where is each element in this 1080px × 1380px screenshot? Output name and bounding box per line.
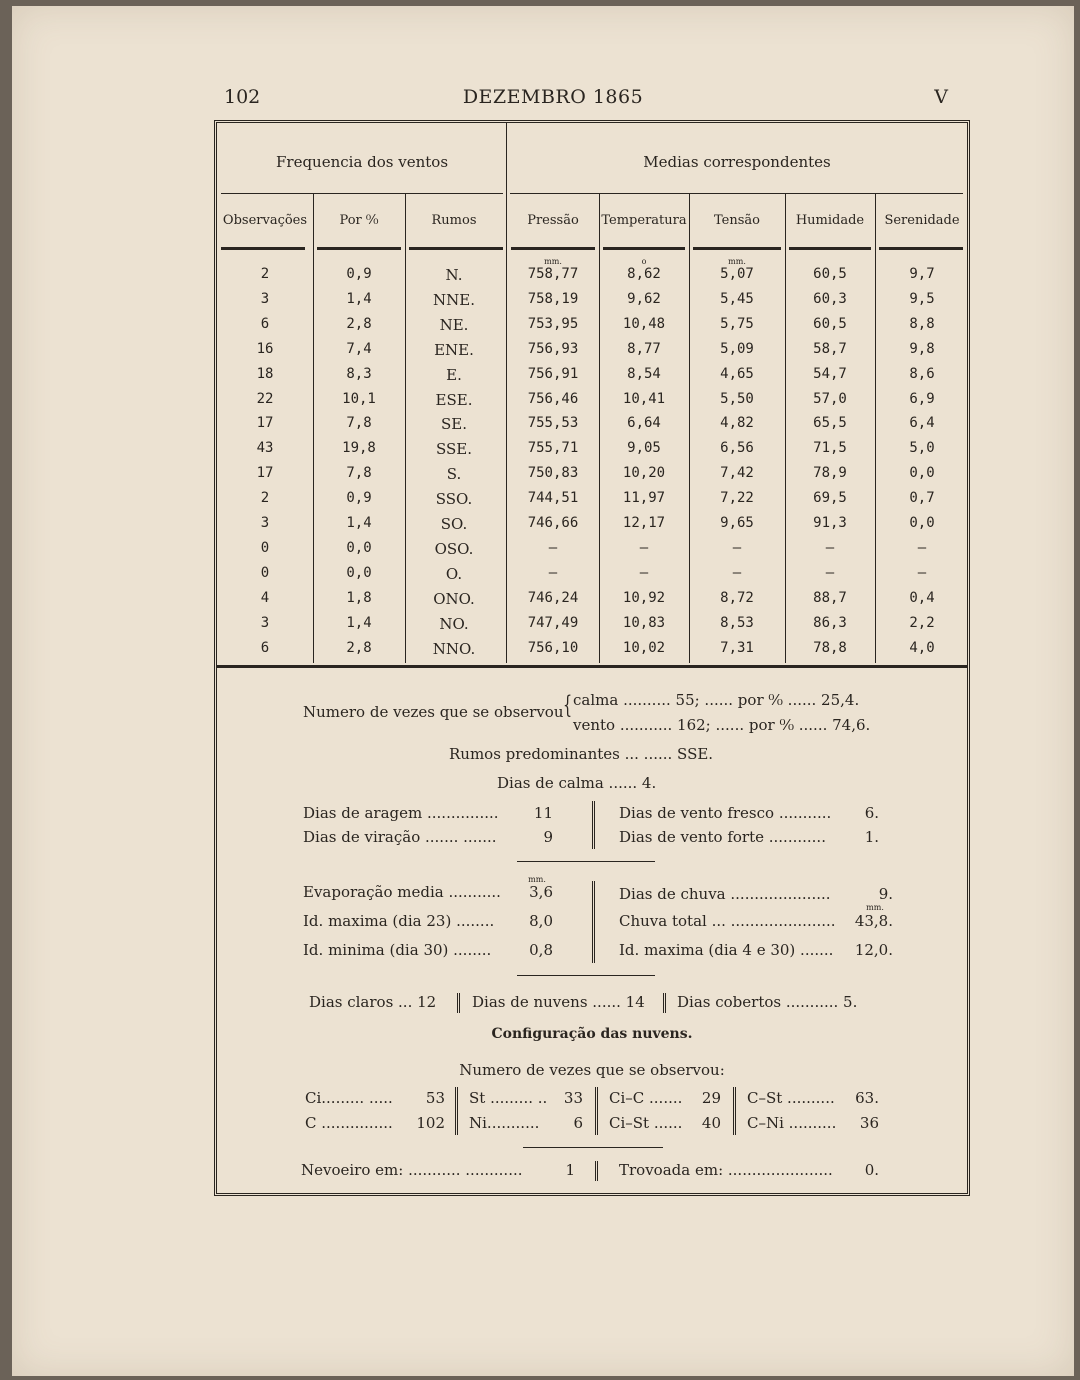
page-title: DEZEMBRO 1865 — [462, 86, 644, 108]
table-cell: 60,3 — [813, 290, 847, 307]
col-header-pressao: Pressão — [527, 213, 579, 228]
table-cell: 9,8 — [909, 340, 935, 357]
table-cell: NNE. — [433, 290, 475, 309]
table-cell: — — [917, 564, 927, 581]
cloud-c-ni-label: C–Ni .......... — [747, 1114, 837, 1132]
table-cell: 1,4 — [346, 614, 372, 631]
vento-fresco-label: Dias de vento fresco ........... — [619, 804, 832, 822]
table-cell: 2,2 — [909, 614, 935, 631]
table-cell: 78,9 — [813, 465, 847, 482]
table-row — [217, 316, 967, 341]
table-row — [217, 615, 967, 640]
table-cell: 746,24 — [527, 589, 579, 606]
table-cell: 88,7 — [813, 589, 847, 606]
evap-max-label: Id. maxima (dia 23) ........ — [303, 912, 495, 930]
table-frame — [214, 120, 970, 1196]
vento-fresco-value: 6. — [864, 804, 879, 822]
table-cell: 0,4 — [909, 589, 935, 606]
cloud-ci-label: Ci......... ..... — [305, 1089, 393, 1107]
table-cell: NNO. — [432, 639, 476, 658]
table-row — [217, 590, 967, 615]
table-cell: 0,0 — [909, 465, 935, 482]
table-row — [217, 391, 967, 416]
divider — [595, 1087, 598, 1135]
table-cell: 2 — [260, 266, 270, 282]
header-rule — [409, 247, 503, 250]
config-title: Configuração das nuvens. — [491, 1026, 693, 1042]
section-rule — [523, 1147, 663, 1148]
table-cell: 0,9 — [346, 490, 372, 507]
table-cell: 57,0 — [813, 390, 847, 407]
table-cell: 8,3 — [346, 365, 372, 382]
table-cell: — — [548, 539, 558, 556]
table-cell: 69,5 — [813, 490, 847, 507]
table-cell: 8,77 — [627, 340, 661, 357]
unit-tension: mm. — [728, 257, 746, 266]
group-header-means: Medias correspondentes — [643, 153, 831, 171]
table-cell: 5,09 — [720, 340, 754, 357]
table-cell: SO. — [440, 515, 468, 533]
table-cell: 6,64 — [627, 415, 661, 432]
table-cell: 10,48 — [622, 315, 666, 332]
table-cell: — — [732, 539, 742, 556]
table-cell: 60,5 — [813, 266, 847, 282]
col-header-por-cento: Por ⁰⁄₀ — [339, 213, 379, 228]
trovoada-value: 0. — [864, 1161, 879, 1179]
table-cell: 8,6 — [909, 365, 935, 382]
table-cell: 0,0 — [346, 539, 372, 556]
table-row — [217, 490, 967, 515]
table-cell: SSE. — [435, 440, 472, 459]
unit-temperature: o — [641, 257, 647, 266]
cloud-ci-c-label: Ci–C ....... — [609, 1089, 683, 1107]
table-cell: 7,31 — [720, 639, 754, 656]
table-row — [217, 515, 967, 540]
cloud-ci-st-value: 40 — [701, 1114, 721, 1132]
table-cell: 8,62 — [627, 266, 661, 282]
table-row — [217, 565, 967, 590]
table-cell: 11,97 — [622, 490, 666, 507]
cloud-st-label: St ......... .. — [469, 1089, 548, 1107]
aragem-value: 11 — [533, 804, 553, 822]
divider — [455, 1087, 458, 1135]
table-cell: 9,05 — [627, 440, 661, 457]
chuva-max-value: 12,0. — [854, 941, 893, 959]
table-cell: 4,65 — [720, 365, 754, 382]
trovoada-label: Trovoada em: ...................... — [619, 1161, 833, 1179]
cloud-c-st-label: C–St .......... — [747, 1089, 835, 1107]
cloud-ci-value: 53 — [425, 1089, 445, 1107]
table-cell: 7,22 — [720, 490, 754, 507]
table-cell: 9,62 — [627, 290, 661, 307]
cloud-st-value: 33 — [563, 1089, 583, 1107]
table-cell: 19,8 — [342, 440, 376, 457]
observed-label: Numero de vezes que se observou — [303, 703, 564, 721]
divider — [663, 993, 666, 1013]
table-cell: ONO. — [433, 589, 475, 608]
dias-cobertos: Dias cobertos ........... 5. — [677, 993, 858, 1011]
col-header-humidade: Humidade — [795, 213, 865, 228]
divider — [592, 881, 595, 963]
table-cell: 54,7 — [813, 365, 847, 382]
table-cell: 6,9 — [909, 390, 935, 407]
table-cell: 6 — [260, 639, 270, 656]
table-row — [217, 341, 967, 366]
table-cell: 0,0 — [909, 515, 935, 531]
table-cell: NE. — [439, 315, 469, 334]
aragem-label: Dias de aragem ............... — [303, 804, 499, 822]
table-cell: 5,50 — [720, 390, 754, 407]
table-cell: 10,1 — [342, 390, 376, 407]
header-rule — [511, 247, 595, 250]
table-cell: 1,4 — [346, 290, 372, 307]
table-cell: 2 — [260, 490, 270, 507]
table-cell: 5,07 — [720, 266, 754, 282]
nevoeiro-value: 1 — [565, 1161, 575, 1179]
chuva-max-label: Id. maxima (dia 4 e 30) ....... — [619, 941, 834, 959]
table-cell: 8,54 — [627, 365, 661, 382]
table-cell: S. — [446, 465, 462, 484]
table-cell: 10,83 — [622, 614, 666, 631]
table-cell: 756,46 — [527, 390, 579, 407]
table-cell: 10,02 — [622, 639, 666, 656]
table-cell: 756,10 — [527, 639, 579, 656]
vento-forte-value: 1. — [864, 828, 879, 846]
group-rule-right — [510, 193, 963, 194]
table-cell: 7,8 — [346, 415, 372, 432]
table-cell: 744,51 — [527, 490, 579, 507]
table-cell: 10,41 — [622, 390, 666, 407]
table-row — [217, 440, 967, 465]
table-cell: 65,5 — [813, 415, 847, 432]
divider — [595, 1161, 598, 1181]
table-cell: 6,56 — [720, 440, 754, 457]
table-row — [217, 465, 967, 490]
col-header-temperatura: Temperatura — [601, 213, 687, 228]
table-cell: 0 — [260, 539, 270, 556]
header-rule — [693, 247, 781, 250]
dias-claros: Dias claros ... 12 — [309, 993, 437, 1011]
table-cell: NO. — [439, 614, 469, 633]
table-cell: ENE. — [434, 340, 474, 359]
table-cell: 746,66 — [527, 515, 579, 531]
table-cell: 22 — [256, 390, 274, 407]
table-cell: 91,3 — [813, 515, 847, 531]
table-row — [217, 266, 967, 291]
table-cell: 86,3 — [813, 614, 847, 631]
table-cell: 758,19 — [527, 290, 579, 307]
table-cell: 750,83 — [527, 465, 579, 482]
unit-evaporation: mm. — [528, 875, 546, 884]
cloud-ci-st-label: Ci–St ...... — [609, 1114, 683, 1132]
page-number: 102 — [224, 86, 261, 108]
table-cell: 3 — [260, 614, 270, 631]
table-cell: ESE. — [435, 390, 473, 409]
table-cell: 5,45 — [720, 290, 754, 307]
table-cell: 18 — [256, 365, 274, 382]
viracao-label: Dias de viração ....... ....... — [303, 828, 497, 846]
cloud-ci-c-value: 29 — [701, 1089, 721, 1107]
table-row — [217, 540, 967, 565]
table-row — [217, 640, 967, 665]
unit-rain: mm. — [866, 903, 884, 912]
table-cell: 756,91 — [527, 365, 579, 382]
table-cell: 17 — [256, 465, 274, 482]
chuva-dias-value: 9. — [878, 885, 893, 903]
table-cell: 7,4 — [346, 340, 372, 357]
table-row — [217, 415, 967, 440]
table-cell: 7,8 — [346, 465, 372, 482]
section-rule — [517, 861, 655, 862]
col-header-tensao: Tensão — [714, 213, 760, 228]
table-cell: 9,7 — [909, 266, 935, 282]
table-cell: 12,17 — [622, 515, 666, 531]
config-subtitle: Numero de vezes que se observou: — [459, 1061, 725, 1079]
header-rule — [879, 247, 963, 250]
table-cell: 6,4 — [909, 415, 935, 432]
table-cell: 78,8 — [813, 639, 847, 656]
table-cell: — — [639, 539, 649, 556]
table-cell: — — [548, 564, 558, 581]
group-rule-left — [221, 193, 503, 194]
table-cell: SE. — [441, 415, 467, 434]
table-row — [217, 291, 967, 316]
table-cell: 10,20 — [622, 465, 666, 482]
evap-max-value: 8,0 — [529, 912, 553, 930]
vento-line: vento ........... 162; ...... por ⁰⁄₀ ...... 74,6. — [573, 716, 871, 734]
table-cell: 10,92 — [622, 589, 666, 606]
table-cell: 3 — [260, 515, 270, 531]
table-cell: 1,4 — [346, 515, 372, 531]
dias-calma: Dias de calma ...... 4. — [497, 774, 657, 792]
cloud-c-ni-value: 36 — [859, 1114, 879, 1132]
cloud-c-st-value: 63. — [855, 1089, 879, 1107]
table-cell: E. — [446, 365, 462, 384]
evap-min-label: Id. minima (dia 30) ........ — [303, 941, 492, 959]
table-cell: 5,0 — [909, 440, 935, 457]
divider — [592, 801, 595, 849]
table-cell: 6 — [260, 315, 270, 332]
table-cell: 2,8 — [346, 315, 372, 332]
header-rule — [317, 247, 401, 250]
chuva-total-label: Chuva total ... ...................... — [619, 912, 836, 930]
header-rule — [221, 247, 305, 250]
viracao-value: 9 — [543, 828, 553, 846]
table-cell: 4,0 — [909, 639, 935, 656]
table-cell: OSO. — [434, 539, 474, 558]
table-cell: 43 — [256, 440, 274, 457]
table-cell: 8,53 — [720, 614, 754, 631]
table-cell: 58,7 — [813, 340, 847, 357]
table-cell: — — [732, 564, 742, 581]
table-cell: 4 — [260, 589, 270, 606]
nevoeiro-label: Nevoeiro em: ........... ............ — [301, 1161, 523, 1179]
table-cell: 3 — [260, 290, 270, 307]
table-cell: 755,71 — [527, 440, 579, 457]
table-cell: SSO. — [435, 490, 473, 509]
col-header-serenidade: Serenidade — [884, 213, 960, 228]
table-cell: 755,53 — [527, 415, 579, 432]
table-cell: 71,5 — [813, 440, 847, 457]
rumos-predominantes: Rumos predominantes ... ...... SSE. — [449, 745, 714, 763]
cloud-c-label: C ............... — [305, 1114, 393, 1132]
table-cell: — — [639, 564, 649, 581]
dias-nuvens: Dias de nuvens ...... 14 — [472, 993, 645, 1011]
table-cell: N. — [445, 266, 463, 284]
table-cell: 8,8 — [909, 315, 935, 332]
table-cell: 0,0 — [346, 564, 372, 581]
document-page — [12, 6, 1074, 1376]
brace-glyph: { — [563, 691, 573, 719]
table-bottom-rule — [217, 665, 967, 668]
chuva-dias-label: Dias de chuva ..................... — [619, 885, 831, 903]
col-header-observacoes: Observações — [222, 213, 308, 228]
table-cell: 8,72 — [720, 589, 754, 606]
vento-forte-label: Dias de vento forte ............ — [619, 828, 826, 846]
table-cell: 747,49 — [527, 614, 579, 631]
section-mark: V — [934, 86, 948, 108]
table-cell: 0,7 — [909, 490, 935, 507]
table-cell: 60,5 — [813, 315, 847, 332]
table-row — [217, 366, 967, 391]
header-rule — [789, 247, 871, 250]
table-cell: 0,9 — [346, 266, 372, 282]
table-cell: — — [825, 539, 835, 556]
evaporacao-value: 3,6 — [529, 883, 553, 901]
table-cell: 7,42 — [720, 465, 754, 482]
table-cell: O. — [445, 564, 463, 583]
unit-pressure: mm. — [544, 257, 562, 266]
divider — [457, 993, 460, 1013]
table-cell: 9,5 — [909, 290, 935, 307]
table-cell: 753,95 — [527, 315, 579, 332]
divider — [733, 1087, 736, 1135]
chuva-total-value: 43,8. — [854, 912, 893, 930]
col-header-rumos: Rumos — [431, 213, 477, 228]
evap-min-value: 0,8 — [529, 941, 553, 959]
cloud-c-value: 102 — [416, 1114, 445, 1132]
table-cell: — — [825, 564, 835, 581]
evaporacao-label: Evaporação media ........... — [303, 883, 501, 901]
table-cell: — — [917, 539, 927, 556]
table-cell: 756,93 — [527, 340, 579, 357]
group-header-frequency: Frequencia dos ventos — [275, 153, 449, 171]
calma-line: calma .......... 55; ...... por ⁰⁄₀ ...... 25,4. — [573, 691, 860, 709]
table-cell: 9,65 — [720, 515, 754, 531]
table-cell: 758,77 — [527, 266, 579, 282]
table-cell: 17 — [256, 415, 274, 432]
cloud-ni-value: 6 — [573, 1114, 583, 1132]
table-cell: 16 — [256, 340, 274, 357]
table-cell: 1,8 — [346, 589, 372, 606]
table-cell: 2,8 — [346, 639, 372, 656]
table-cell: 4,82 — [720, 415, 754, 432]
header-rule — [603, 247, 685, 250]
section-rule — [517, 975, 655, 976]
table-cell: 0 — [260, 564, 270, 581]
table-cell: 5,75 — [720, 315, 754, 332]
cloud-ni-label: Ni........... — [469, 1114, 540, 1132]
